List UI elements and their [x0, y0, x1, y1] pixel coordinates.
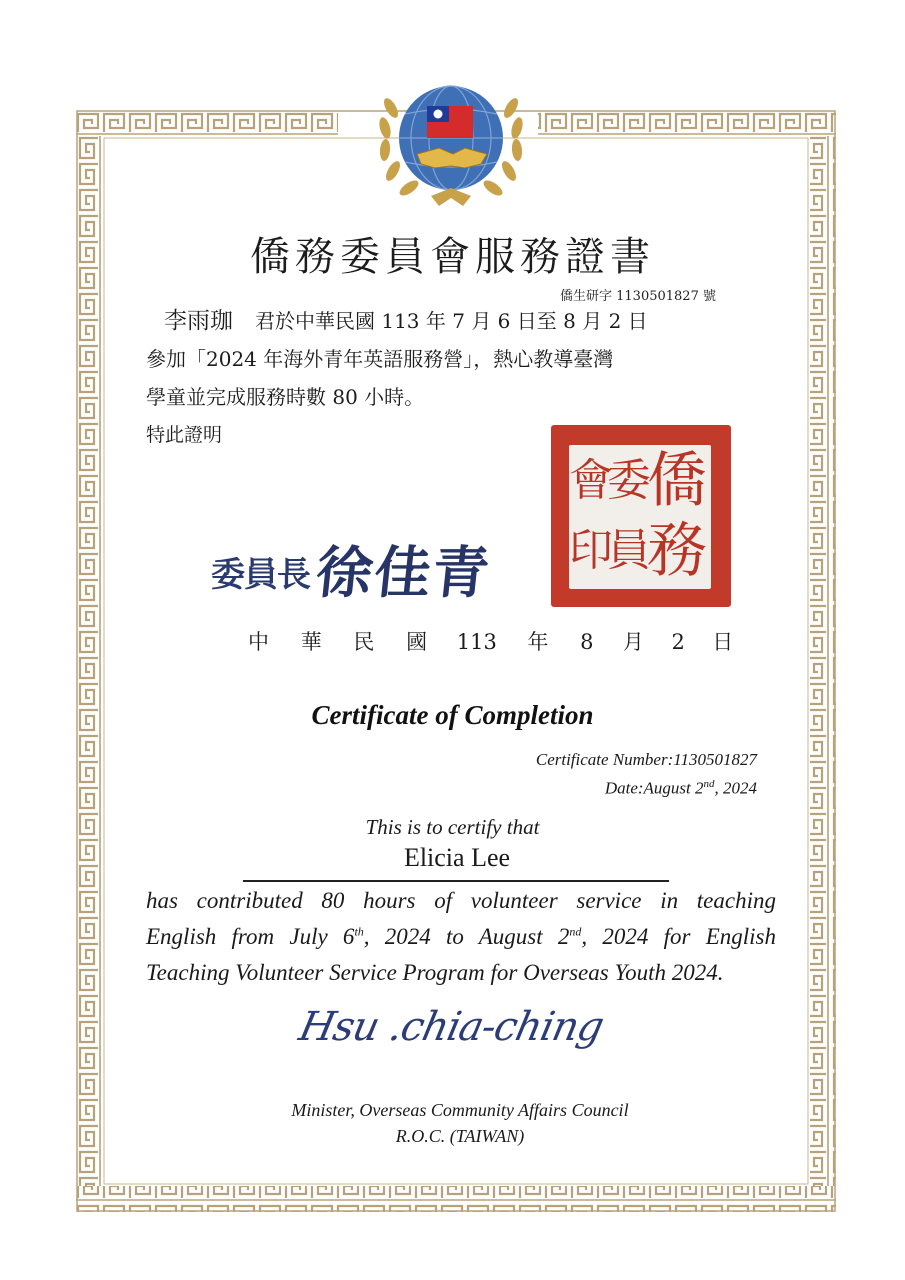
- en-body-text: English from July 6: [146, 924, 355, 949]
- en-body-sup: th: [354, 924, 364, 939]
- seal-char: 會: [569, 455, 613, 506]
- zh-body-line-1-text: 君於中華民國 113 年 7 月 6 日至 8 月 2 日: [255, 309, 648, 333]
- en-date-sup: nd: [703, 778, 715, 790]
- zh-date-part: 日: [712, 630, 734, 654]
- zh-recipient-name: 李雨珈: [164, 308, 233, 334]
- en-footer-title: Minister, Overseas Community Affairs Council: [291, 1100, 629, 1120]
- en-body-line-1: has contributed 80 hours of volunteer service in teaching: [146, 888, 776, 913]
- en-certificate-number: Certificate Number:1130501827: [535, 750, 757, 769]
- en-body-sup: nd: [569, 924, 582, 939]
- zh-date: [248, 626, 742, 656]
- zh-date-part: 8: [580, 630, 594, 654]
- seal-char: 員: [607, 525, 651, 576]
- zh-date-part: 華: [300, 630, 322, 654]
- official-seal: [551, 425, 731, 607]
- en-body: [146, 883, 776, 991]
- en-body-line-2: [146, 919, 776, 955]
- en-certificate-meta: [536, 748, 757, 801]
- seal-inner: [569, 445, 711, 589]
- en-certificate-date: [536, 772, 757, 801]
- zh-signature-title: 委員長: [211, 555, 310, 595]
- zh-date-part: 國: [406, 630, 428, 654]
- zh-closing: 特此證明: [146, 424, 223, 446]
- en-body-line-3: Teaching Volunteer Service Program for Overseas Youth 2024.: [146, 960, 724, 985]
- en-date-prefix: Date:August 2: [604, 778, 704, 798]
- en-signature: Hsu .chia-ching: [295, 1004, 608, 1050]
- en-footer-country: R.O.C. (TAIWAN): [395, 1126, 525, 1146]
- en-certificate-title: Certificate of Completion: [311, 700, 594, 730]
- en-body-text: , 2024 to August 2: [363, 924, 570, 949]
- zh-body-line-3: 學童並完成服務時數 80 小時。: [146, 385, 425, 409]
- en-body-text: , 2024 for English: [581, 924, 777, 949]
- zh-date-part: 年: [527, 630, 549, 654]
- seal-char: 務: [647, 516, 707, 586]
- en-date-suffix: , 2024: [714, 778, 757, 798]
- en-recipient-name: Elicia Lee: [403, 843, 511, 872]
- seal-char: 僑: [647, 446, 707, 516]
- zh-signature-name: 徐佳青: [313, 540, 495, 606]
- zh-date-part: 中: [248, 630, 269, 654]
- zh-certificate-title: 僑務委員會服務證書: [250, 234, 655, 280]
- zh-date-part: 民: [353, 630, 375, 654]
- zh-body-line-2: 參加「2024 年海外青年英語服務營」，熱心教導臺灣: [146, 347, 614, 371]
- zh-date-part: 2: [671, 630, 685, 654]
- zh-body: [146, 302, 776, 416]
- council-emblem: [373, 78, 529, 214]
- seal-char: 委: [607, 455, 651, 506]
- zh-date-part: 月: [622, 630, 644, 654]
- zh-body-line-1: [146, 302, 776, 340]
- en-certify-line: This is to certify that: [365, 815, 540, 839]
- zh-date-part: 113: [456, 630, 497, 654]
- zh-document-number: 僑生研字 1130501827 號: [560, 289, 716, 304]
- en-footer: [0, 1097, 905, 1149]
- seal-char: 印: [569, 525, 613, 576]
- name-underline: [243, 880, 669, 882]
